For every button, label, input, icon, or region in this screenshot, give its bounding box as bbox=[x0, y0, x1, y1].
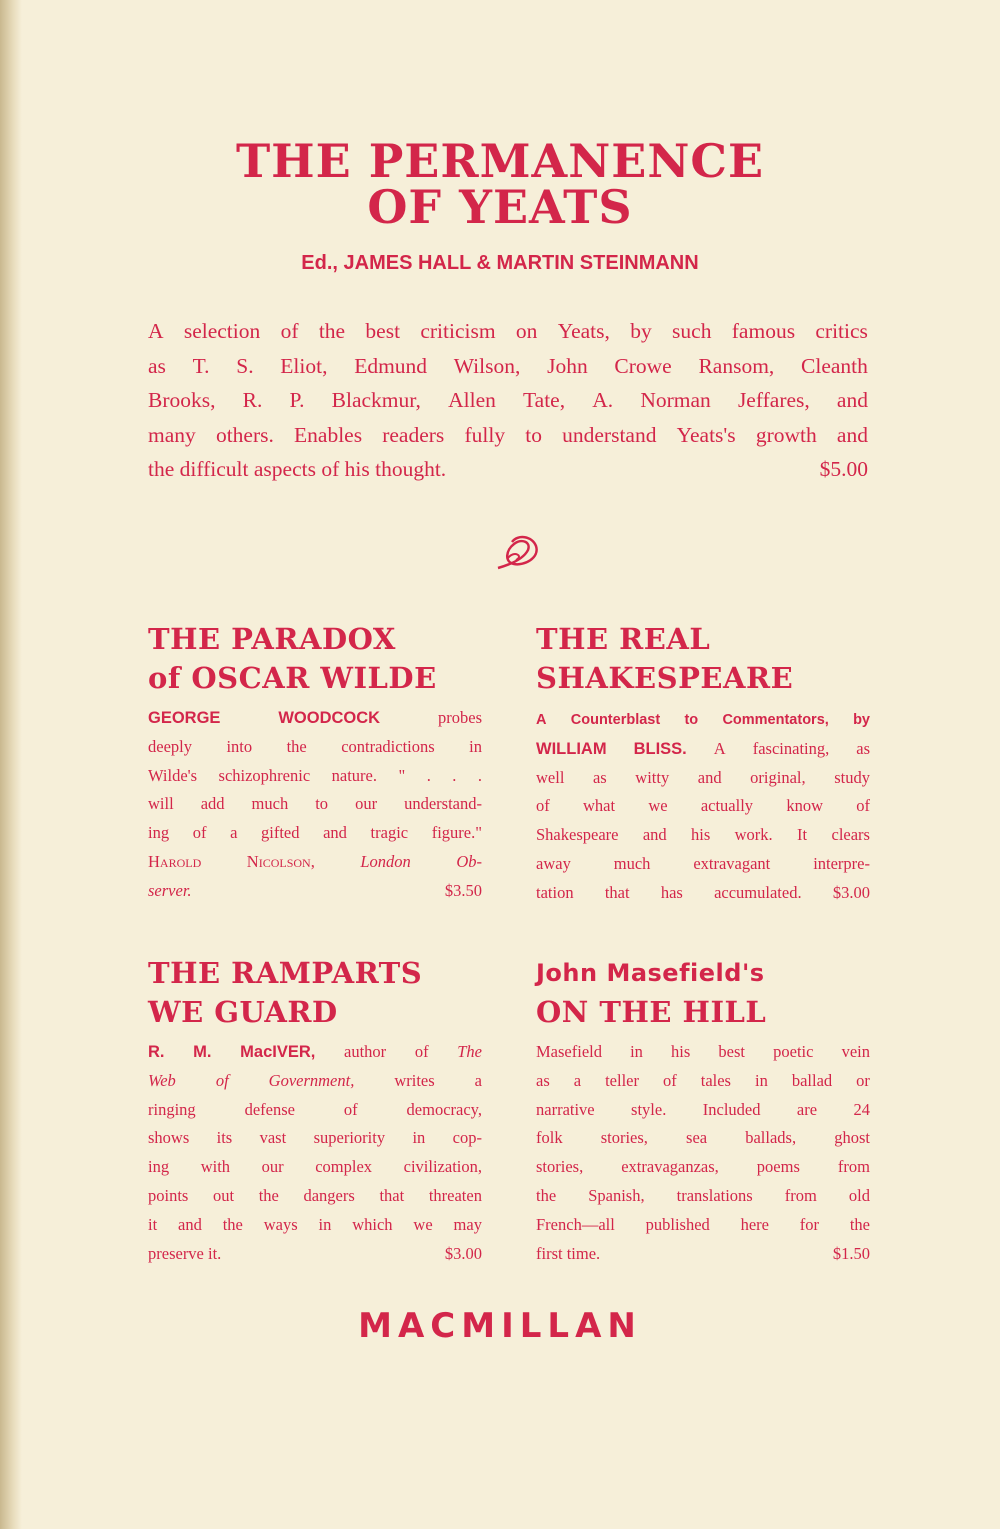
word: of bbox=[280, 319, 299, 343]
word: contradictions bbox=[341, 736, 435, 756]
word: his bbox=[691, 825, 711, 845]
word: deeply bbox=[148, 736, 192, 756]
word: as bbox=[536, 1070, 550, 1090]
word: the bbox=[849, 1214, 870, 1234]
word: we bbox=[648, 796, 668, 816]
word: ing bbox=[148, 1157, 170, 1177]
word: many bbox=[148, 422, 196, 447]
word: R. bbox=[148, 1043, 165, 1061]
text-segment: server. bbox=[148, 880, 192, 900]
word: tation bbox=[536, 882, 574, 902]
word: defense bbox=[244, 1099, 295, 1119]
word: gifted bbox=[261, 823, 300, 843]
word: sea bbox=[686, 1128, 708, 1148]
word: Enables bbox=[294, 422, 363, 447]
word: Blackmur, bbox=[331, 388, 421, 412]
text-line bbox=[148, 1153, 482, 1182]
word: to bbox=[525, 422, 542, 447]
word: actually bbox=[700, 796, 754, 816]
book-title-line: THE RAMPARTS bbox=[148, 956, 423, 990]
word: and bbox=[323, 823, 347, 843]
text-line bbox=[536, 1096, 870, 1125]
word: . bbox=[426, 765, 431, 785]
word: what bbox=[583, 796, 616, 816]
word: understand bbox=[562, 422, 657, 447]
word: Yeats's bbox=[676, 422, 736, 447]
book-title-line: THE REAL bbox=[536, 622, 711, 656]
word: a bbox=[230, 823, 238, 843]
word: and bbox=[836, 388, 868, 412]
book-title-line: ON THE HILL bbox=[536, 995, 767, 1029]
book-paradox-oscar-wilde bbox=[148, 620, 482, 906]
word: schizophrenic bbox=[218, 765, 311, 785]
book-description bbox=[148, 1038, 482, 1268]
word: of bbox=[536, 796, 550, 816]
text-line bbox=[148, 790, 482, 819]
text-line bbox=[148, 733, 482, 762]
word: away bbox=[536, 853, 571, 873]
word: may bbox=[453, 1214, 482, 1234]
word: in bbox=[412, 1128, 426, 1148]
text-line bbox=[536, 792, 870, 821]
word: stories, bbox=[536, 1157, 584, 1177]
word: to bbox=[315, 794, 329, 814]
word: of bbox=[856, 796, 870, 816]
word: of bbox=[343, 1099, 358, 1119]
word: growth bbox=[755, 422, 817, 447]
word: old bbox=[848, 1185, 870, 1205]
word: French—all bbox=[536, 1214, 615, 1234]
text-line bbox=[536, 1153, 870, 1182]
word: original, bbox=[750, 767, 806, 787]
word: narrative bbox=[536, 1099, 595, 1119]
word: T. bbox=[192, 353, 210, 378]
word: 24 bbox=[853, 1099, 870, 1119]
text-line bbox=[148, 1124, 482, 1153]
word: in bbox=[318, 1214, 332, 1234]
word: to bbox=[684, 712, 699, 728]
word: of bbox=[215, 1070, 229, 1090]
text-line bbox=[148, 418, 868, 453]
word: R. bbox=[242, 388, 263, 412]
text-line bbox=[148, 314, 868, 349]
text-line bbox=[536, 706, 870, 735]
word: S. bbox=[236, 353, 254, 378]
text-segment: first time. bbox=[536, 1243, 601, 1263]
word: ways bbox=[263, 1214, 298, 1234]
word: as bbox=[856, 738, 870, 758]
word: much bbox=[613, 853, 651, 873]
text-line bbox=[148, 1038, 482, 1067]
word: ghost bbox=[834, 1128, 870, 1148]
word: cop- bbox=[452, 1128, 482, 1148]
word: Masefield bbox=[536, 1042, 602, 1061]
text-line bbox=[536, 1211, 870, 1240]
word: tales bbox=[700, 1070, 731, 1090]
text-line bbox=[148, 848, 482, 877]
word: Included bbox=[702, 1099, 761, 1119]
word: our bbox=[261, 1157, 284, 1177]
word: GEORGE bbox=[148, 709, 221, 727]
word: of bbox=[662, 1070, 677, 1090]
book-real-shakespeare bbox=[536, 620, 870, 908]
word: the bbox=[286, 736, 307, 756]
word: Wilde's bbox=[148, 765, 198, 785]
text-line bbox=[148, 1067, 482, 1096]
word: famous bbox=[731, 319, 796, 343]
text-line bbox=[148, 452, 868, 487]
word: The bbox=[457, 1042, 482, 1061]
book-title-line: of OSCAR WILDE bbox=[148, 661, 437, 695]
word: Counterblast bbox=[570, 712, 661, 728]
book-description bbox=[536, 706, 870, 908]
word: by bbox=[853, 712, 870, 728]
word: the bbox=[536, 1185, 557, 1205]
word: Spanish, bbox=[588, 1185, 645, 1205]
word: " bbox=[398, 765, 406, 785]
word: superiority bbox=[313, 1128, 386, 1148]
word: know bbox=[786, 796, 823, 816]
book-title-line: SHAKESPEARE bbox=[536, 661, 794, 695]
word: the bbox=[318, 319, 346, 343]
word: fascinating, bbox=[752, 738, 830, 758]
price: $1.50 bbox=[832, 1243, 870, 1263]
word: Eliot, bbox=[280, 353, 328, 378]
word: criticism bbox=[420, 319, 496, 343]
main-editors: Ed., JAMES HALL & MARTIN STEINMANN bbox=[301, 252, 699, 274]
word: threaten bbox=[428, 1185, 482, 1205]
text-line bbox=[148, 1182, 482, 1211]
word: extravagant bbox=[693, 853, 771, 873]
word: BLISS. bbox=[633, 739, 687, 758]
text-line bbox=[536, 1182, 870, 1211]
word: $3.00 bbox=[832, 882, 870, 902]
publisher-name: MACMILLAN bbox=[358, 1306, 642, 1346]
word: as bbox=[148, 353, 166, 378]
word: figure." bbox=[431, 823, 482, 843]
word: ing bbox=[148, 823, 170, 843]
text-line bbox=[148, 877, 482, 906]
word: by bbox=[630, 319, 652, 343]
word: A bbox=[148, 319, 164, 343]
word: we bbox=[413, 1214, 433, 1234]
word: Jeffares, bbox=[737, 388, 810, 412]
word: that bbox=[604, 882, 630, 902]
word: writes bbox=[394, 1070, 435, 1090]
word: Harold bbox=[148, 851, 202, 871]
word: style. bbox=[631, 1099, 667, 1119]
word: his bbox=[671, 1042, 691, 1061]
text-line bbox=[148, 704, 482, 733]
word: its bbox=[216, 1128, 233, 1148]
word: and bbox=[697, 767, 722, 787]
word: Yeats, bbox=[557, 319, 610, 343]
word: and bbox=[642, 825, 667, 845]
word: Commentators, bbox=[722, 712, 829, 728]
price: $3.00 bbox=[444, 1243, 482, 1263]
word: and bbox=[178, 1214, 202, 1234]
price: $5.00 bbox=[819, 457, 868, 481]
text-line bbox=[148, 383, 868, 418]
word: such bbox=[672, 319, 712, 343]
word: in bbox=[754, 1070, 768, 1090]
word: Ransom, bbox=[698, 353, 775, 378]
word: will bbox=[148, 794, 174, 814]
text-line bbox=[536, 879, 870, 908]
word: much bbox=[251, 794, 289, 814]
word: that bbox=[379, 1185, 405, 1205]
word: poems bbox=[756, 1157, 800, 1177]
word: of bbox=[414, 1042, 429, 1061]
word: published bbox=[645, 1214, 710, 1234]
word: best bbox=[365, 319, 401, 343]
word: the bbox=[222, 1214, 243, 1234]
word: study bbox=[834, 767, 870, 787]
word: WILLIAM bbox=[536, 739, 607, 758]
word: Crowe bbox=[614, 353, 672, 378]
text-line bbox=[148, 1211, 482, 1240]
word: for bbox=[799, 1214, 820, 1234]
book-description bbox=[148, 704, 482, 906]
text-line bbox=[536, 850, 870, 879]
text-line bbox=[536, 1124, 870, 1153]
word: A bbox=[713, 738, 726, 758]
word: a bbox=[474, 1070, 482, 1090]
word: teller bbox=[605, 1070, 639, 1090]
word: accumulated. bbox=[714, 882, 802, 902]
word: John bbox=[547, 353, 588, 378]
word: with bbox=[200, 1157, 231, 1177]
word: a bbox=[573, 1070, 582, 1090]
word: author bbox=[344, 1042, 387, 1061]
word: best bbox=[718, 1042, 746, 1061]
price: $3.50 bbox=[444, 880, 482, 900]
word: from bbox=[837, 1157, 870, 1177]
book-description bbox=[536, 1038, 870, 1268]
word: ringing bbox=[148, 1099, 196, 1119]
word: and bbox=[836, 422, 868, 447]
word: has bbox=[660, 882, 683, 902]
word: London bbox=[360, 851, 411, 871]
word: A. bbox=[592, 388, 614, 412]
word: tragic bbox=[370, 823, 409, 843]
word: . bbox=[477, 765, 482, 785]
word: work. bbox=[734, 825, 773, 845]
word: stories, bbox=[600, 1128, 648, 1148]
book-ramparts-we-guard bbox=[148, 954, 482, 1268]
word: fully bbox=[464, 422, 506, 447]
word: interpre- bbox=[813, 853, 870, 873]
word: clears bbox=[831, 825, 870, 845]
word: A bbox=[536, 712, 547, 728]
book-on-the-hill bbox=[536, 954, 870, 1268]
book-title-line: WE GUARD bbox=[148, 995, 338, 1029]
word: Norman bbox=[640, 388, 711, 412]
word: M. bbox=[193, 1043, 212, 1061]
text-line bbox=[536, 1240, 870, 1269]
word: shows bbox=[148, 1128, 190, 1148]
word: which bbox=[352, 1214, 393, 1234]
word: Allen bbox=[448, 388, 496, 412]
text-line bbox=[536, 735, 870, 764]
word: Nicolson, bbox=[246, 851, 315, 871]
word: dangers bbox=[303, 1185, 355, 1205]
word: the bbox=[258, 1185, 279, 1205]
word: MacIVER, bbox=[240, 1043, 316, 1061]
word: poetic bbox=[773, 1042, 814, 1061]
word: witty bbox=[635, 767, 670, 787]
word: vast bbox=[259, 1128, 287, 1148]
word: Brooks, bbox=[148, 388, 216, 412]
word: Cleanth bbox=[801, 353, 868, 378]
word: on bbox=[515, 319, 538, 343]
monogram-ornament-icon bbox=[494, 530, 544, 572]
word: extravaganzas, bbox=[621, 1157, 719, 1177]
word: democracy, bbox=[406, 1099, 482, 1119]
main-title-line-1: THE PERMANENCE bbox=[235, 134, 765, 188]
word: readers bbox=[382, 422, 445, 447]
word: understand- bbox=[404, 794, 482, 814]
word: as bbox=[592, 767, 607, 787]
word: it bbox=[148, 1214, 158, 1234]
word: civilization, bbox=[403, 1157, 482, 1177]
word: Government, bbox=[268, 1070, 355, 1090]
word: complex bbox=[315, 1157, 373, 1177]
text-line bbox=[536, 821, 870, 850]
word: ballads, bbox=[745, 1128, 797, 1148]
word: translations bbox=[676, 1185, 753, 1205]
text-line bbox=[148, 1240, 482, 1269]
text-line bbox=[536, 1038, 870, 1067]
word: Tate, bbox=[523, 388, 566, 412]
word: here bbox=[740, 1214, 769, 1234]
word: in bbox=[469, 736, 482, 756]
text-line bbox=[536, 764, 870, 793]
word: WOODCOCK bbox=[278, 709, 381, 727]
word: critics bbox=[815, 319, 868, 343]
word: our bbox=[355, 794, 378, 814]
word: well bbox=[536, 767, 565, 787]
word: add bbox=[200, 794, 225, 814]
main-description bbox=[148, 314, 868, 487]
text-segment: preserve it. bbox=[148, 1243, 222, 1263]
text-line bbox=[536, 1067, 870, 1096]
word: in bbox=[630, 1042, 643, 1061]
word: Shakespeare bbox=[536, 825, 619, 845]
word: or bbox=[856, 1070, 870, 1090]
main-title-line-2: OF YEATS bbox=[367, 180, 633, 234]
word: P. bbox=[289, 388, 305, 412]
word: of bbox=[192, 823, 207, 843]
word: folk bbox=[536, 1128, 563, 1148]
word: Edmund bbox=[354, 353, 428, 378]
word: . bbox=[452, 765, 457, 785]
text-line bbox=[148, 762, 482, 791]
word: others. bbox=[215, 422, 274, 447]
word: probes bbox=[438, 708, 482, 727]
word: It bbox=[797, 825, 808, 845]
text-line bbox=[148, 819, 482, 848]
text-line bbox=[148, 349, 868, 384]
word: out bbox=[212, 1185, 235, 1205]
word: vein bbox=[841, 1042, 870, 1061]
word: Ob- bbox=[456, 851, 482, 871]
word: ballad bbox=[791, 1070, 833, 1090]
word: Web bbox=[148, 1070, 176, 1090]
text-segment: the difficult aspects of his thought. bbox=[148, 457, 447, 481]
word: into bbox=[226, 736, 253, 756]
book-title-line: John Masefield's bbox=[536, 959, 765, 987]
word: selection bbox=[183, 319, 261, 343]
word: points bbox=[148, 1185, 189, 1205]
word: Wilson, bbox=[453, 353, 521, 378]
text-line bbox=[148, 1096, 482, 1125]
word: from bbox=[784, 1185, 817, 1205]
word: are bbox=[796, 1099, 818, 1119]
book-title-line: THE PARADOX bbox=[148, 622, 396, 656]
word: nature. bbox=[331, 765, 377, 785]
